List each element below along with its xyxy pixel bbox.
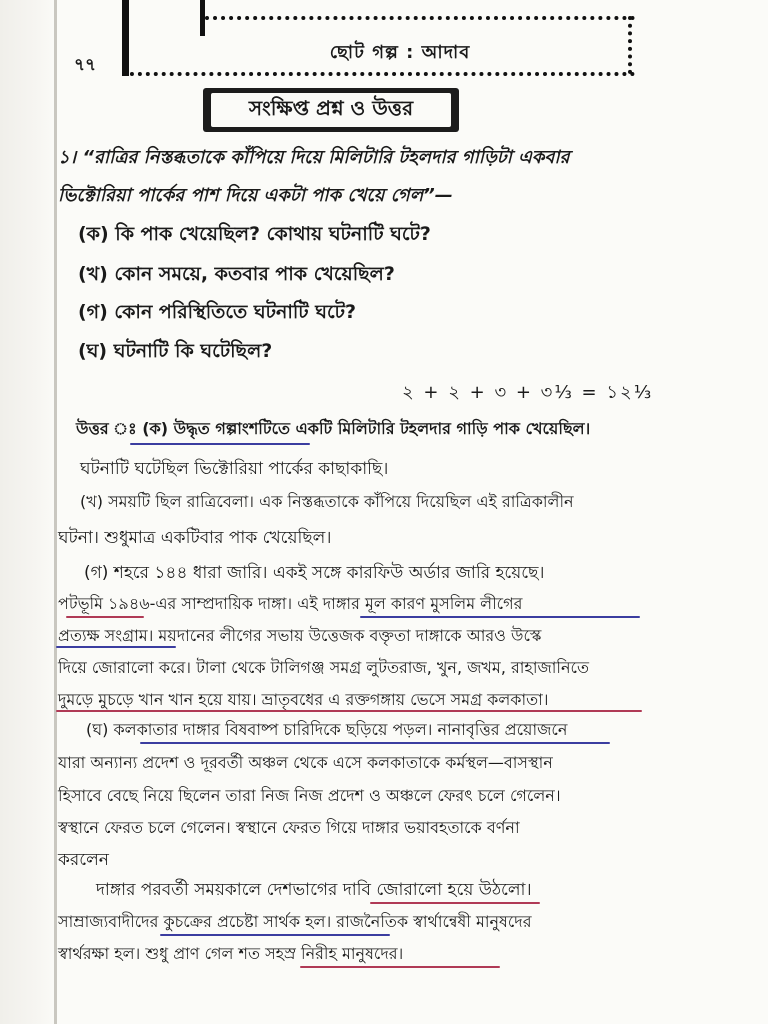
- sub-question-kha: (খ) কোন সময়ে, কতবার পাক খেয়েছিল?: [78, 263, 395, 285]
- sub-question-ga: (গ) কোন পরিস্থিতিতে ঘটনাটি ঘটে?: [78, 301, 356, 323]
- pen-underline: [56, 646, 176, 648]
- answer-line: স্বস্থানে ফেরত চলে গেলেন। স্বস্থানে ফেরত গিয়ে দাঙ্গার ভয়াবহতাকে বর্ণনা: [58, 818, 520, 837]
- sub-question-ka: (ক) কি পাক খেয়েছিল? কোথায় ঘটনাটি ঘটে?: [78, 223, 431, 245]
- section-title-box: [203, 88, 459, 132]
- pen-underline: [160, 934, 390, 936]
- pen-underline: [370, 902, 540, 904]
- answer-line: (খ) সময়টি ছিল রাত্রিবেলা। এক নিস্তব্ধতাকে কাঁপিয়ে দিয়েছিল এই রাত্রিকালীন: [80, 492, 574, 511]
- answer-line: দুমড়ে মুচড়ে খান খান হয়ে যায়। ভ্রাতৃবধের এ রক্তগঙ্গায় ভেসে সমগ্র কলকাতা।: [58, 690, 549, 709]
- book-spine: [54, 0, 57, 1024]
- answer-line: (গ) শহরে ১৪৪ ধারা জারি। একই সঙ্গে কারফিউ অর্ডার জারি হয়েছে।: [84, 563, 545, 583]
- running-title: ছোট গল্প : আদাব: [329, 42, 471, 63]
- header-frame-bar: [122, 0, 129, 76]
- answer-line: প্রত্যক্ষ সংগ্রাম। ময়দানের লীগের সভায় উত্তেজক বক্তৃতা দাঙ্গাকে আরও উস্কে: [58, 626, 542, 645]
- pen-underline: [360, 616, 640, 618]
- pen-underline: [130, 443, 310, 445]
- page-number: ৭৭: [74, 55, 97, 75]
- sub-question-gha: (ঘ) ঘটনাটি কি ঘটেছিল?: [78, 340, 273, 362]
- header-dotted-right: [628, 16, 632, 74]
- pen-underline: [56, 710, 642, 712]
- question-stem-line1: ১। “রাত্রির নিস্তব্ধতাকে কাঁপিয়ে দিয়ে মিলিটারি টহলদার গাড়িটা একবার: [58, 147, 570, 168]
- answer-line: হিসাবে বেছে নিয়ে ছিলেন তারা নিজ নিজ প্রদেশ ও অঞ্চলে ফেরৎ চলে গেলেন।: [58, 786, 561, 805]
- answer-line: সাম্রাজ্যবাদীদের কুচক্রের প্রচেষ্টা সার্থক হল। রাজনৈতিক স্বার্থান্বেষী মানুষদের: [58, 912, 532, 931]
- marks-equation: ২ + ২ + ৩ + ৩⅓ = ১২⅓: [402, 382, 654, 403]
- pen-underline: [66, 616, 144, 618]
- answer-line: উত্তর ঃ (ক) উদ্ধৃত গল্পাংশটিতে একটি মিলিটারি টহলদার গাড়ি পাক খেয়েছিল।: [76, 419, 591, 438]
- answer-line: ঘটনাটি ঘটেছিল ভিক্টোরিয়া পার্কের কাছাকাছি।: [80, 459, 389, 479]
- answer-line: দাঙ্গার পরবর্তী সময়কালে দেশভাগের দাবি জোরালো হয়ে উঠলো।: [96, 880, 532, 900]
- answer-line: পটভূমি ১৯৪৬-এর সাম্প্রদায়িক দাঙ্গা। এই দাঙ্গার মূল কারণ মুসলিম লীগের: [58, 594, 523, 613]
- answer-line: (ঘ) কলকাতার দাঙ্গার বিষবাষ্প চারিদিকে ছড়িয়ে পড়ল। নানাবৃত্তির প্রয়োজনে: [86, 720, 568, 739]
- header-dotted-top: [205, 16, 635, 20]
- header-dotted-bottom: [122, 72, 635, 76]
- pen-underline: [140, 742, 610, 744]
- page-gutter: [0, 0, 58, 1024]
- answer-line: যারা অন্যান্য প্রদেশ ও দূরবর্তী অঞ্চল থেকে এসে কলকাতাকে কর্মস্থল—বাসস্থান: [58, 753, 553, 772]
- pen-underline: [300, 966, 500, 968]
- answer-line: স্বার্থরক্ষা হল। শুধু প্রাণ গেল শত সহস্র নিরীহ মানুষদের।: [58, 944, 404, 963]
- answer-line: করলেন: [58, 850, 109, 870]
- answer-line: দিয়ে জোরালো করে। টালা থেকে টালিগঞ্জ সমগ্র লুটতরাজ, খুন, জখম, রাহাজানিতে: [58, 658, 589, 677]
- section-title: সংক্ষিপ্ত প্রশ্ন ও উত্তর: [211, 93, 451, 127]
- question-stem-line2: ভিক্টোরিয়া পার্কের পাশ দিয়ে একটা পাক খেয়ে গেল”—: [58, 185, 453, 206]
- answer-line: ঘটনা। শুধুমাত্র একটিবার পাক খেয়েছিল।: [58, 528, 332, 548]
